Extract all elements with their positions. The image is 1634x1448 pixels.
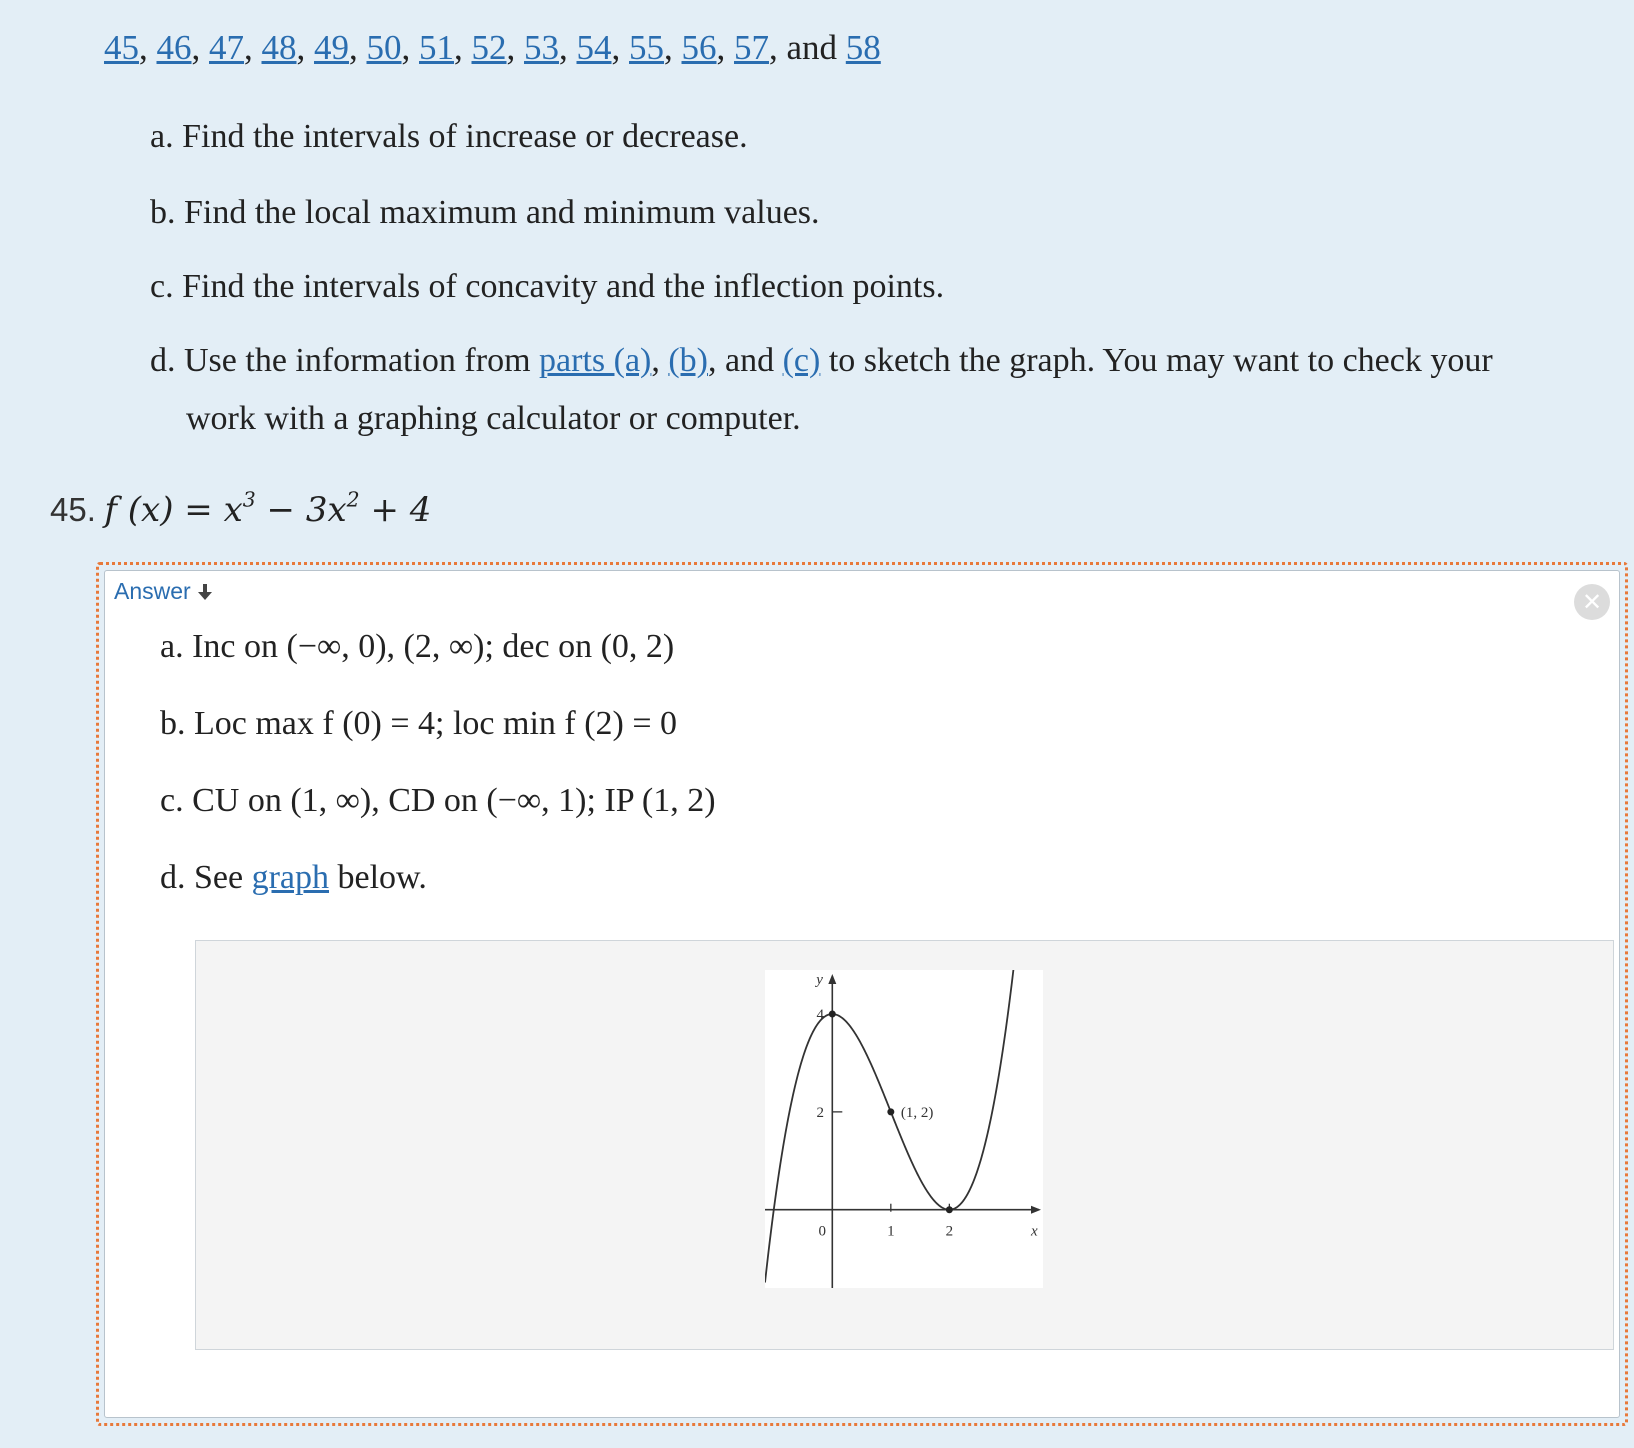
instruction-d — [150, 342, 1493, 380]
separator: , — [139, 28, 157, 67]
exercise-link-47[interactable]: 47 — [209, 28, 244, 67]
graph-link[interactable]: graph — [251, 859, 330, 896]
problem-function — [104, 487, 432, 530]
exercise-link-58[interactable]: 58 — [845, 28, 881, 67]
exercise-link-50[interactable]: 50 — [366, 28, 402, 67]
answer-d-text: d. See — [160, 859, 252, 896]
exercise-link-46[interactable]: 46 — [156, 28, 192, 67]
arrow-down-icon — [197, 578, 213, 604]
x-tick-label: 2 — [945, 1223, 954, 1240]
function-rhs: + 4 — [359, 490, 432, 530]
part-b-link[interactable]: (b) — [668, 342, 709, 379]
key-point — [829, 1011, 836, 1018]
exercise-link-56[interactable]: 56 — [681, 28, 717, 67]
instruction-d-text: d. Use the information from — [150, 342, 540, 379]
parts-a-link[interactable]: parts (a) — [539, 342, 652, 379]
problem-number: 45. — [50, 491, 96, 528]
separator: , — [611, 28, 629, 67]
separator: , — [716, 28, 734, 67]
separator: , — [506, 28, 524, 67]
answer-toggle-label: Answer — [114, 578, 191, 604]
separator: , — [401, 28, 419, 67]
exponent: 2 — [346, 487, 360, 512]
separator: , — [244, 28, 262, 67]
exercise-link-51[interactable]: 51 — [419, 28, 454, 67]
exercise-links — [104, 28, 881, 68]
links-conjunction: and — [786, 28, 846, 67]
separator: , — [769, 28, 787, 67]
x-tick-label: 1 — [887, 1223, 895, 1240]
answer-c: c. CU on (1, ∞), CD on (−∞, 1); IP (1, 2) — [160, 782, 716, 819]
separator: , — [349, 28, 367, 67]
separator: , — [454, 28, 472, 67]
function-graph — [765, 970, 1043, 1288]
graph-background — [765, 970, 1043, 1288]
instruction-d-text-end: to sketch the graph. You may want to check your — [820, 342, 1493, 379]
separator: , — [191, 28, 209, 67]
instruction-c: c. Find the intervals of concavity and the inflection points. — [150, 268, 945, 305]
instruction-b: b. Find the local maximum and minimum values. — [150, 194, 820, 231]
exercise-link-55[interactable]: 55 — [629, 28, 664, 67]
key-point — [887, 1108, 894, 1115]
answer-d — [160, 859, 427, 897]
answer-a: a. Inc on (−∞, 0), (2, ∞); dec on (0, 2) — [160, 628, 675, 665]
point-label: (1, 2) — [900, 1104, 934, 1121]
separator: , — [296, 28, 314, 67]
key-point — [946, 1206, 953, 1213]
function-middle: − 3x — [255, 490, 347, 530]
y-tick-label: 4 — [816, 1007, 825, 1024]
x-axis-label: x — [1031, 1223, 1038, 1240]
exercise-link-52[interactable]: 52 — [471, 28, 507, 67]
instruction-a: a. Find the intervals of increase or decrease. — [150, 118, 748, 155]
exercise-link-49[interactable]: 49 — [314, 28, 349, 67]
exercise-link-53[interactable]: 53 — [524, 28, 559, 67]
separator: , — [664, 28, 682, 67]
answer-b: b. Loc max f (0) = 4; loc min f (2) = 0 — [160, 705, 678, 742]
answer-d-text-end: below. — [329, 859, 427, 896]
separator: , — [651, 342, 669, 379]
answer-toggle[interactable] — [114, 578, 213, 605]
exercise-link-45[interactable]: 45 — [104, 28, 139, 67]
problem-statement — [50, 487, 432, 530]
exercise-link-48[interactable]: 48 — [261, 28, 297, 67]
y-axis-label: y — [816, 972, 823, 988]
separator: , — [559, 28, 577, 67]
exercise-link-54[interactable]: 54 — [576, 28, 612, 67]
instruction-d-line2: work with a graphing calculator or computer. — [186, 400, 801, 437]
close-icon[interactable]: ✕ — [1574, 584, 1610, 620]
exponent: 3 — [242, 487, 256, 512]
y-tick-label: 2 — [816, 1104, 825, 1121]
part-c-link[interactable]: (c) — [782, 342, 821, 379]
exercise-link-57[interactable]: 57 — [734, 28, 769, 67]
separator: , and — [708, 342, 783, 379]
function-lhs: f (x) = x — [104, 490, 243, 530]
x-tick-label: 0 — [818, 1223, 827, 1240]
